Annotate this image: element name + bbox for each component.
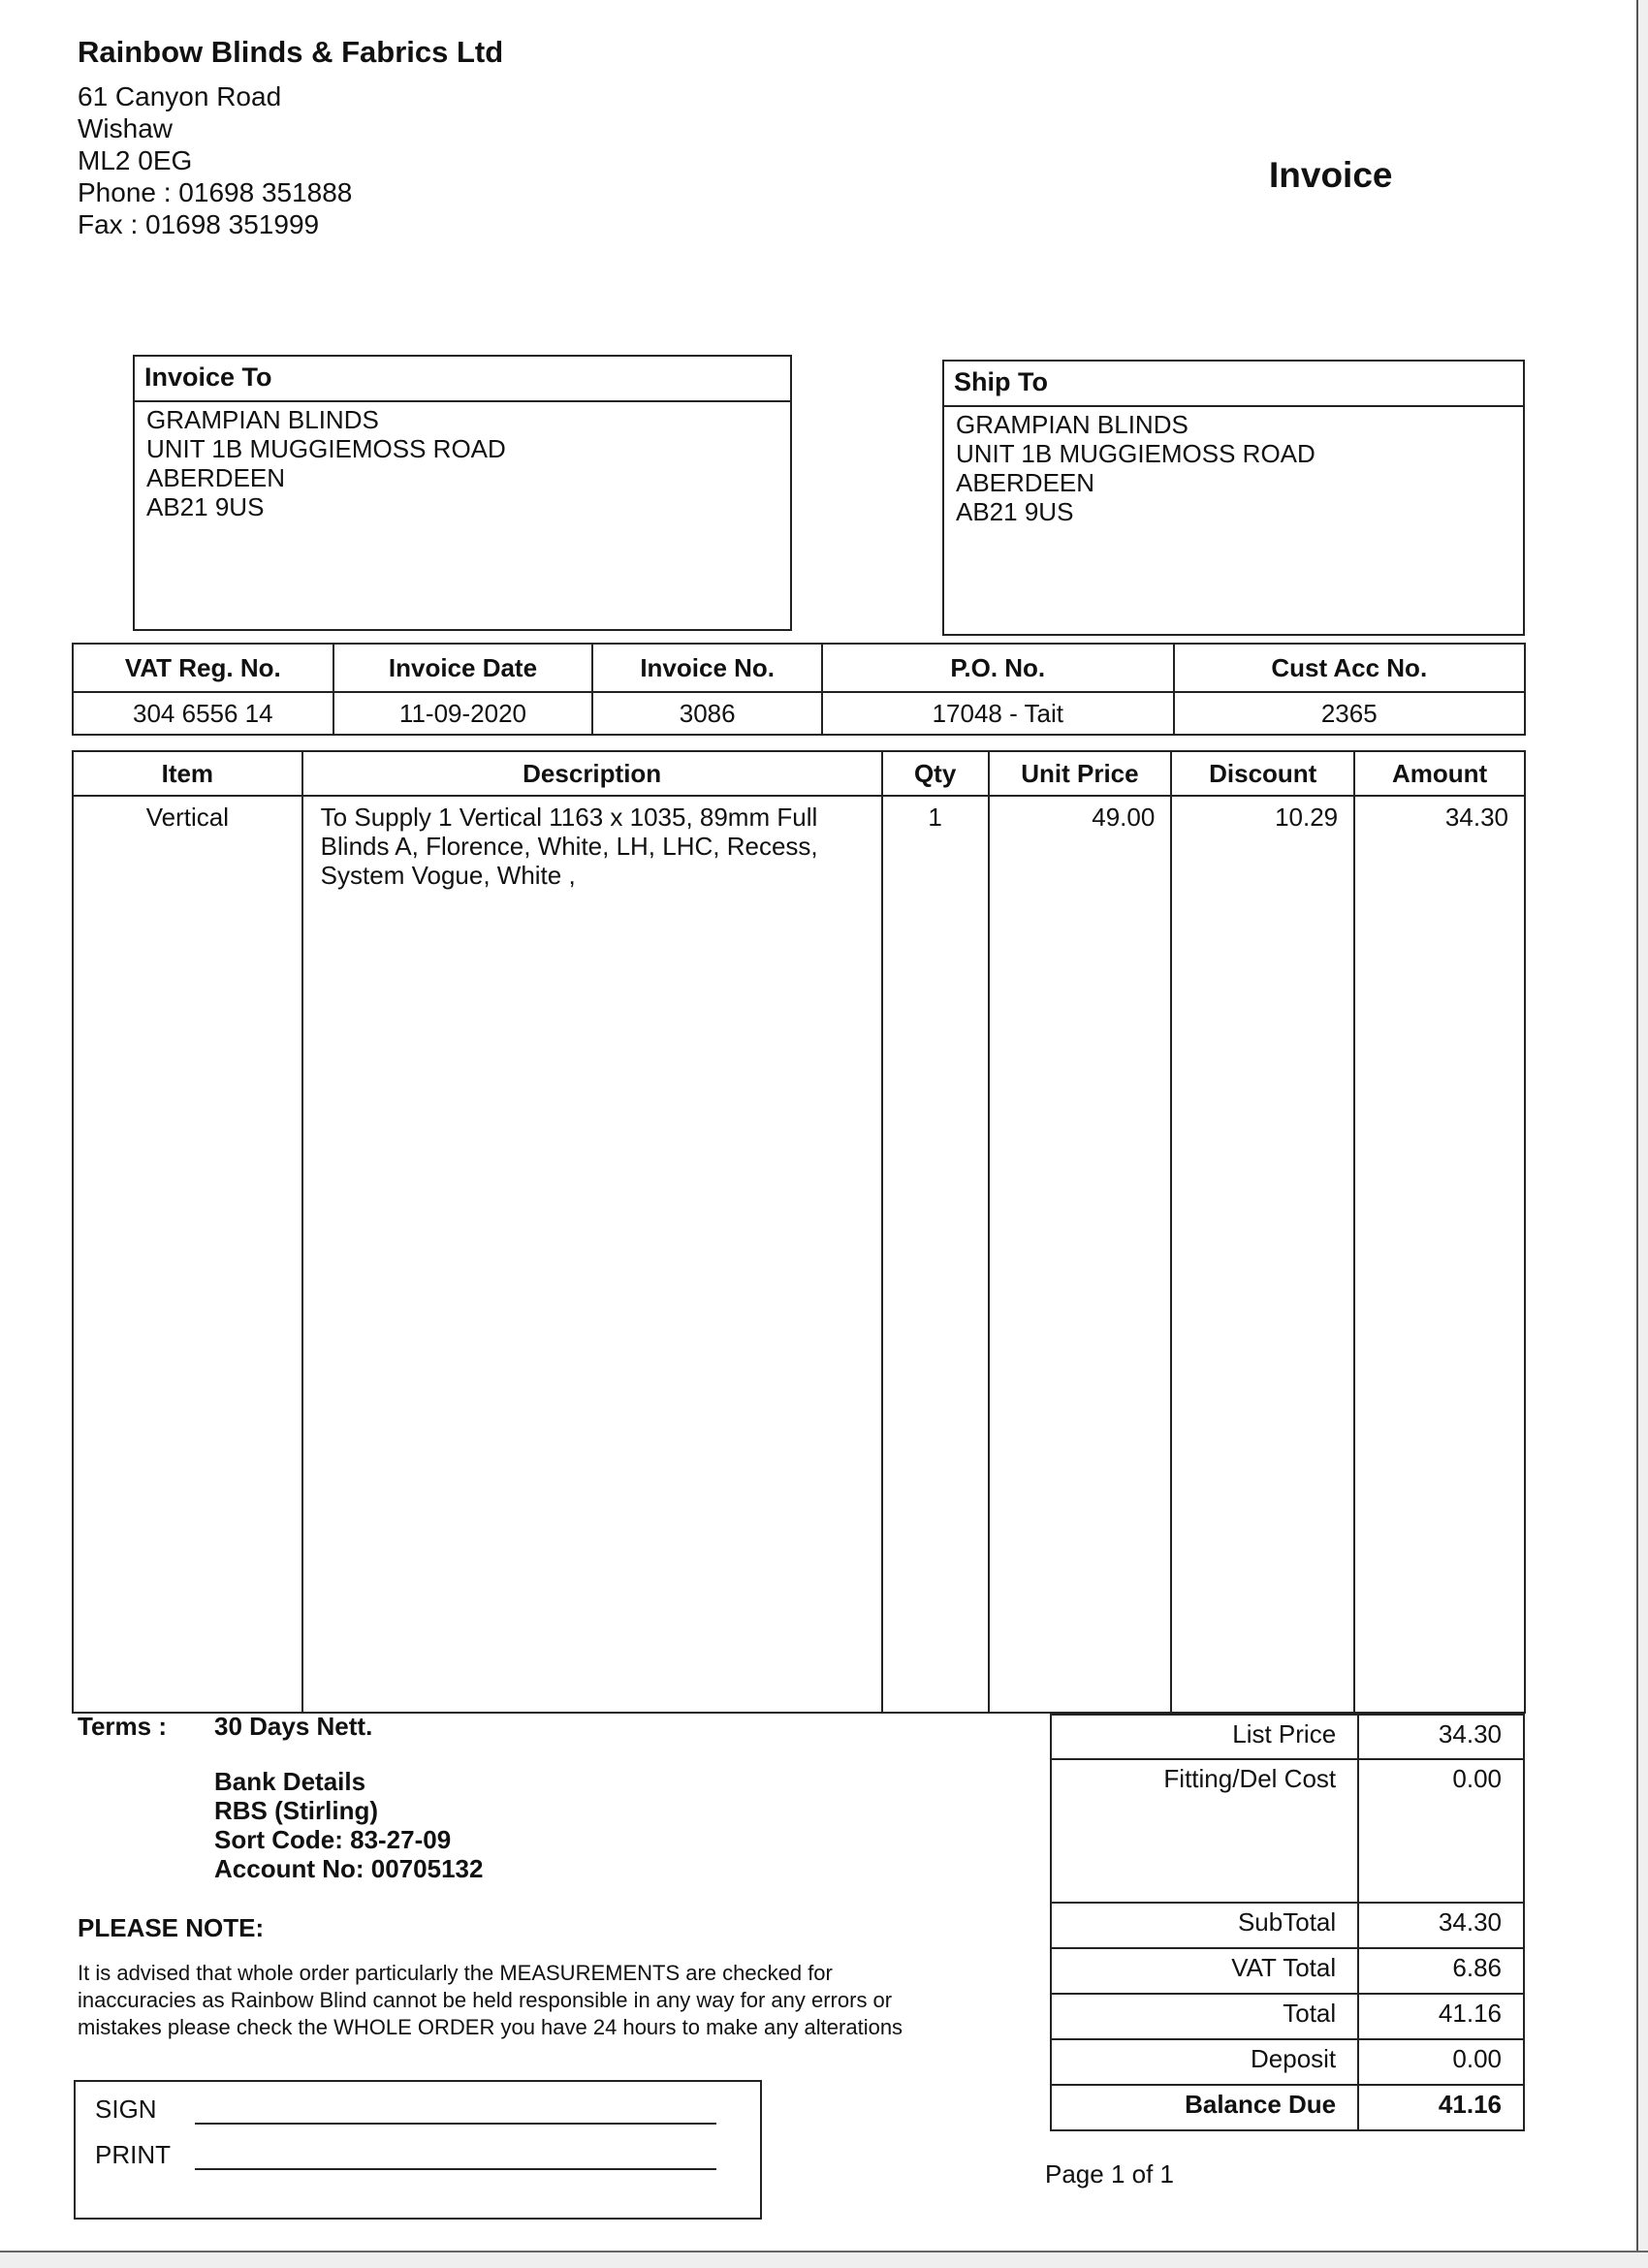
signature-box [74,2080,762,2220]
address-line: GRAMPIAN BLINDS [956,410,1188,439]
address-line: UNIT 1B MUGGIEMOSS ROAD [956,439,1315,468]
note-text [78,1960,1008,2041]
bank-details-heading: Bank Details [214,1767,366,1796]
scan-edge-right [1636,0,1648,2266]
vat-reg-header: VAT Reg. No. [73,644,333,692]
unit-price-header: Unit Price [989,751,1172,796]
description-line: Blinds A, Florence, White, LH, LHC, Recess, [320,832,818,861]
note-heading: PLEASE NOTE: [78,1913,265,1942]
po-no-value: 17048 - Tait [822,692,1173,735]
subtotal-value: 34.30 [1358,1903,1524,1948]
item-header: Item [73,751,302,796]
company-phone: Phone : 01698 351888 [78,177,353,207]
address-line: AB21 9US [956,497,1074,526]
discount-header: Discount [1171,751,1354,796]
company-address-line: 61 Canyon Road [78,81,282,111]
vat-total-value: 6.86 [1358,1948,1524,1994]
invoice-no-value: 3086 [592,692,822,735]
po-no-header: P.O. No. [822,644,1173,692]
description-cell [302,796,882,1713]
invoice-date-value: 11-09-2020 [333,692,593,735]
balance-due-value: 41.16 [1358,2085,1524,2130]
company-address-line: ML2 0EG [78,145,193,175]
address-line: ABERDEEN [146,463,286,492]
amount-cell: 34.30 [1354,796,1525,1713]
invoice-to-heading: Invoice To [135,357,790,402]
total-value: 41.16 [1358,1994,1524,2039]
account-number: Account No: 00705132 [214,1854,484,1883]
note-line: mistakes please check the WHOLE ORDER you have 24 hours to make any alterations [78,2015,903,2039]
sign-line [195,2123,716,2125]
unit-price-cell: 49.00 [989,796,1172,1713]
total-label: Total [1051,1994,1358,2039]
balance-due-label: Balance Due [1051,2085,1358,2130]
terms-label: Terms : [78,1712,167,1741]
print-line [195,2168,716,2170]
invoice-no-header: Invoice No. [592,644,822,692]
deposit-value: 0.00 [1358,2039,1524,2085]
address-line: UNIT 1B MUGGIEMOSS ROAD [146,434,506,463]
amount-header: Amount [1354,751,1525,796]
ship-to-address [956,410,1315,526]
subtotal-label: SubTotal [1051,1903,1358,1948]
ship-to-heading: Ship To [944,362,1523,407]
address-line: AB21 9US [146,492,265,521]
qty-header: Qty [882,751,989,796]
vat-total-label: VAT Total [1051,1948,1358,1994]
totals-table [1050,1714,1525,2131]
note-line: It is advised that whole order particularly the MEASUREMENTS are checked for [78,1961,833,1985]
page-number: Page 1 of 1 [1045,2159,1174,2189]
company-address-line: Wishaw [78,113,174,143]
description-header: Description [302,751,882,796]
description-line: System Vogue, White , [320,861,576,890]
invoice-to-address [146,405,506,521]
document-title: Invoice [1269,155,1393,195]
note-line: inaccuracies as Rainbow Blind cannot be held responsible in any way for any errors or [78,1988,893,2012]
invoice-to-box [133,355,792,631]
list-price-label: List Price [1051,1715,1358,1759]
fitting-cost-value: 0.00 [1358,1759,1524,1903]
company-name: Rainbow Blinds & Fabrics Ltd [78,35,504,69]
scan-edge-bottom [0,2251,1648,2268]
table-row [73,796,1525,1713]
terms-value: 30 Days Nett. [214,1712,373,1741]
bank-name: RBS (Stirling) [214,1796,378,1825]
item-cell: Vertical [73,796,302,1713]
ship-to-box [942,360,1525,636]
address-line: ABERDEEN [956,468,1095,497]
deposit-label: Deposit [1051,2039,1358,2085]
invoice-date-header: Invoice Date [333,644,593,692]
list-price-value: 34.30 [1358,1715,1524,1759]
qty-cell: 1 [882,796,989,1713]
company-fax: Fax : 01698 351999 [78,209,320,239]
address-line: GRAMPIAN BLINDS [146,405,379,434]
description-line: To Supply 1 Vertical 1163 x 1035, 89mm Full [320,803,818,832]
invoice-info-table [72,643,1526,736]
vat-reg-value: 304 6556 14 [73,692,333,735]
sign-label: SIGN [95,2095,157,2124]
sort-code: Sort Code: 83-27-09 [214,1825,452,1854]
line-items-table [72,750,1526,1714]
cust-acc-header: Cust Acc No. [1174,644,1525,692]
cust-acc-value: 2365 [1174,692,1525,735]
fitting-cost-label: Fitting/Del Cost [1051,1759,1358,1903]
discount-cell: 10.29 [1171,796,1354,1713]
print-label: PRINT [95,2140,171,2169]
